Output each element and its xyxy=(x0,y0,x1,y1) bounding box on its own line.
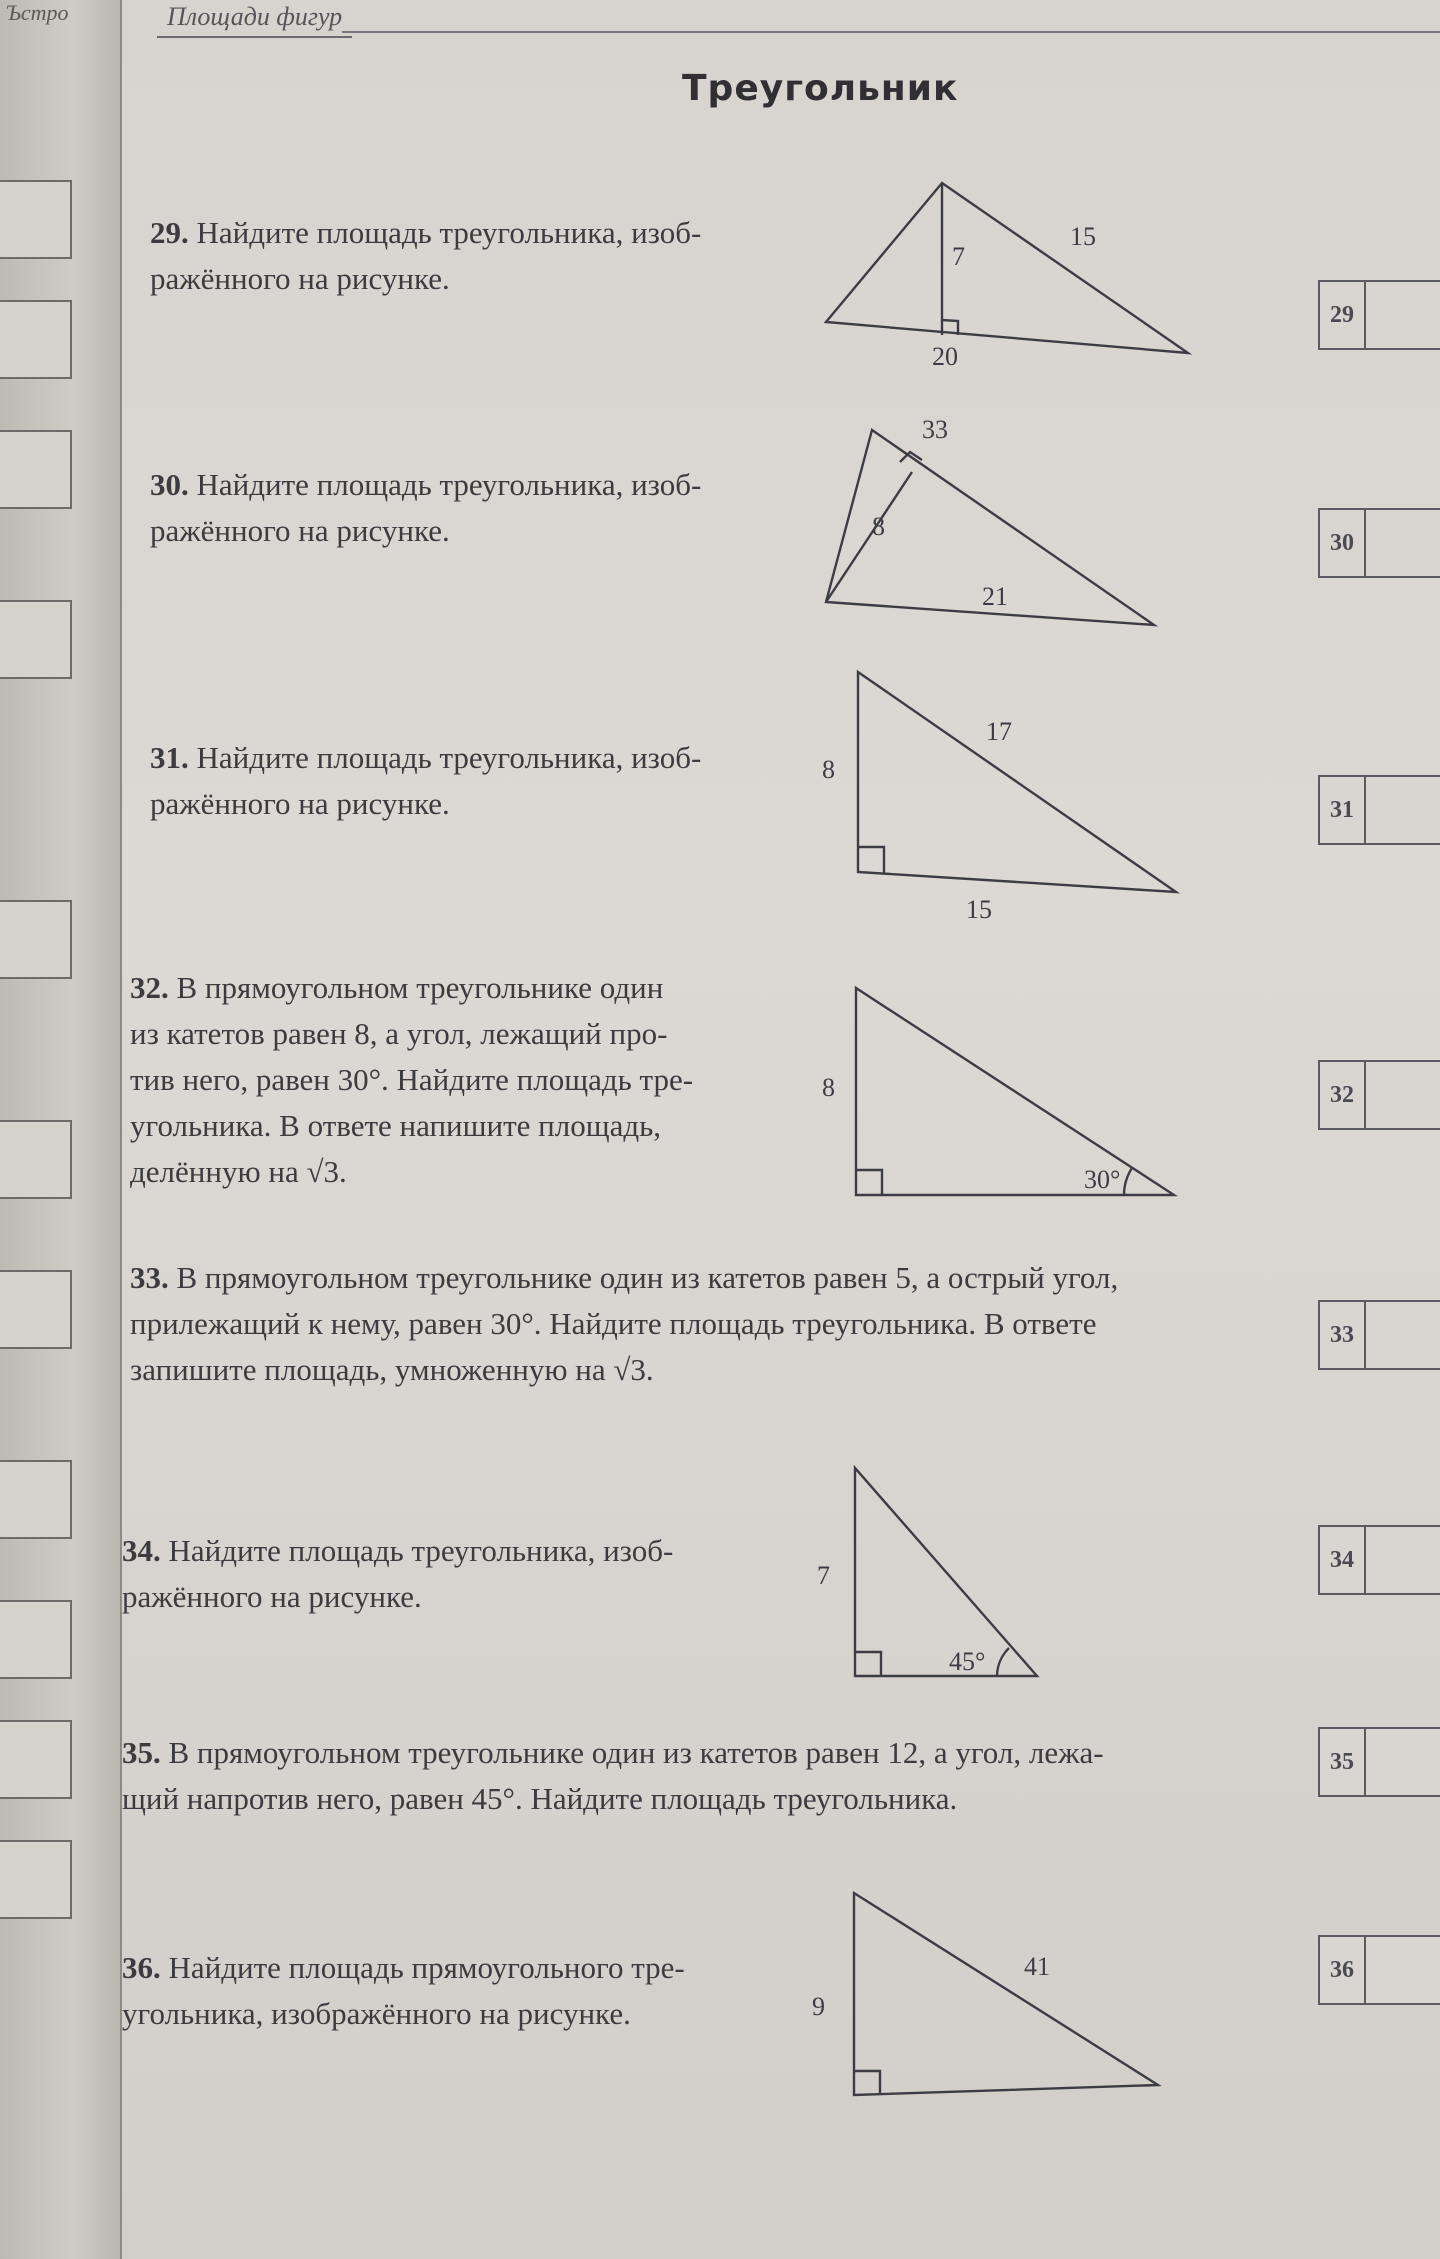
page-title: Треугольник xyxy=(682,68,959,109)
angle-arc xyxy=(1124,1168,1132,1195)
problem-number: 30. xyxy=(150,467,189,502)
height-line xyxy=(826,472,912,602)
triangle-figure-32 xyxy=(822,980,1182,1200)
triangle-figure-29 xyxy=(822,175,1212,375)
previous-page-edge xyxy=(0,0,123,2259)
answer-box-35[interactable] xyxy=(1318,1727,1440,1797)
problem-32 xyxy=(130,965,693,1195)
triangle-figure-30 xyxy=(822,410,1162,630)
triangle-outline xyxy=(854,1893,1158,2095)
leg-label: 9 xyxy=(812,1992,825,2021)
hypotenuse-label: 15 xyxy=(1070,222,1096,251)
answer-box-number: 36 xyxy=(1320,1937,1366,2003)
previous-answer-box xyxy=(0,900,72,979)
height-label: 8 xyxy=(872,512,885,541)
previous-answer-box xyxy=(0,1270,72,1349)
answer-box-31[interactable] xyxy=(1318,775,1440,845)
triangle-outline xyxy=(826,183,1188,353)
previous-answer-box xyxy=(0,180,72,259)
triangle-outline xyxy=(856,988,1174,1195)
right-angle-mark xyxy=(855,1652,881,1676)
previous-answer-box xyxy=(0,1840,72,1919)
answer-box-number: 31 xyxy=(1320,777,1366,843)
base-label: 21 xyxy=(982,582,1008,611)
problem-29 xyxy=(150,210,701,302)
problem-text-line: тив него, равен 30°. Найдите площадь тре- xyxy=(130,1062,694,1097)
problem-text-line: В прямоугольном треугольнике один xyxy=(176,970,664,1005)
problem-number: 31. xyxy=(150,740,189,775)
problem-text-line: прилежащий к нему, равен 30°. Найдите площадь треугольника. В ответе xyxy=(130,1306,1097,1341)
answer-box-number: 33 xyxy=(1320,1302,1366,1368)
triangle-outline xyxy=(855,1468,1037,1676)
hypotenuse-label: 41 xyxy=(1024,1952,1050,1981)
answer-box-32[interactable] xyxy=(1318,1060,1440,1130)
problem-number: 36. xyxy=(122,1950,161,1985)
problem-number: 33. xyxy=(130,1260,169,1295)
angle-label: 30° xyxy=(1084,1165,1121,1194)
problem-text-line: ражённого на рисунке. xyxy=(150,786,450,821)
answer-box-36[interactable] xyxy=(1318,1935,1440,2005)
problem-35 xyxy=(122,1730,1202,1822)
triangle-figure-31 xyxy=(822,660,1182,930)
problem-text-line: делённую на √3. xyxy=(130,1154,347,1189)
previous-page-fragment: Ъстро xyxy=(6,0,69,25)
problem-text-line: запишите площадь, умноженную на √3. xyxy=(130,1352,654,1387)
answer-box-number: 34 xyxy=(1320,1527,1366,1593)
height-label: 7 xyxy=(952,242,965,271)
right-angle-mark xyxy=(854,2071,880,2095)
problem-text-line: В прямоугольном треугольнике один из катетов равен 12, а угол, лежа- xyxy=(168,1735,1104,1770)
leg-label: 8 xyxy=(822,755,835,784)
problem-number: 34. xyxy=(122,1533,161,1568)
answer-box-number: 29 xyxy=(1320,282,1366,348)
triangle-outline xyxy=(858,672,1176,892)
previous-answer-box xyxy=(0,1720,72,1799)
problem-text-line: Найдите площадь треугольника, изоб- xyxy=(196,215,702,250)
previous-answer-box xyxy=(0,430,72,509)
problem-33 xyxy=(130,1255,1210,1393)
problem-number: 35. xyxy=(122,1735,161,1770)
problem-text-line: Найдите площадь треугольника, изоб- xyxy=(168,1533,674,1568)
right-angle-mark xyxy=(856,1170,882,1195)
problem-36 xyxy=(122,1945,685,2037)
header-rule xyxy=(342,31,1440,33)
triangle-figure-36 xyxy=(812,1885,1172,2110)
previous-answer-box xyxy=(0,300,72,379)
problem-text-line: Найдите площадь треугольника, изоб- xyxy=(196,467,702,502)
angle-label: 45° xyxy=(949,1647,986,1676)
base-label: 20 xyxy=(932,342,958,371)
previous-answer-box xyxy=(0,600,72,679)
problem-text-line: ражённого на рисунке. xyxy=(150,261,450,296)
base-label: 15 xyxy=(966,895,992,924)
hypotenuse-label: 17 xyxy=(986,717,1012,746)
problem-text-line: из катетов равен 8, а угол, лежащий про- xyxy=(130,1016,668,1051)
problem-text-line: Найдите площадь треугольника, изоб- xyxy=(196,740,702,775)
problem-text-line: угольника. В ответе напишите площадь, xyxy=(130,1108,661,1143)
problem-number: 29. xyxy=(150,215,189,250)
answer-box-30[interactable] xyxy=(1318,508,1440,578)
problem-31 xyxy=(150,735,701,827)
previous-answer-box xyxy=(0,1460,72,1539)
angle-arc xyxy=(997,1648,1009,1676)
leg-label: 8 xyxy=(822,1073,835,1102)
previous-answer-box xyxy=(0,1600,72,1679)
triangle-figure-34 xyxy=(817,1462,1067,1682)
problem-text-line: Найдите площадь прямоугольного тре- xyxy=(168,1950,685,1985)
problem-30 xyxy=(150,462,701,554)
previous-answer-box xyxy=(0,1120,72,1199)
answer-box-number: 35 xyxy=(1320,1729,1366,1795)
problem-text-line: В прямоугольном треугольнике один из катетов равен 5, а острый угол, xyxy=(176,1260,1119,1295)
top-segment-label: 33 xyxy=(922,415,948,444)
problem-number: 32. xyxy=(130,970,169,1005)
problem-text-line: ражённого на рисунке. xyxy=(150,513,450,548)
problem-text-line: щий напротив него, равен 45°. Найдите площадь треугольника. xyxy=(122,1781,958,1816)
leg-label: 7 xyxy=(817,1561,830,1590)
answer-box-number: 32 xyxy=(1320,1062,1366,1128)
answer-box-number: 30 xyxy=(1320,510,1366,576)
problem-34 xyxy=(122,1528,673,1620)
problem-text-line: угольника, изображённого на рисунке. xyxy=(122,1996,631,2031)
answer-box-29[interactable] xyxy=(1318,280,1440,350)
right-angle-mark xyxy=(858,847,884,874)
worksheet-page xyxy=(122,0,1440,2259)
answer-box-34[interactable] xyxy=(1318,1525,1440,1595)
problem-text-line: ражённого на рисунке. xyxy=(122,1579,422,1614)
section-header: Площади фигур xyxy=(157,0,352,38)
answer-box-33[interactable] xyxy=(1318,1300,1440,1370)
